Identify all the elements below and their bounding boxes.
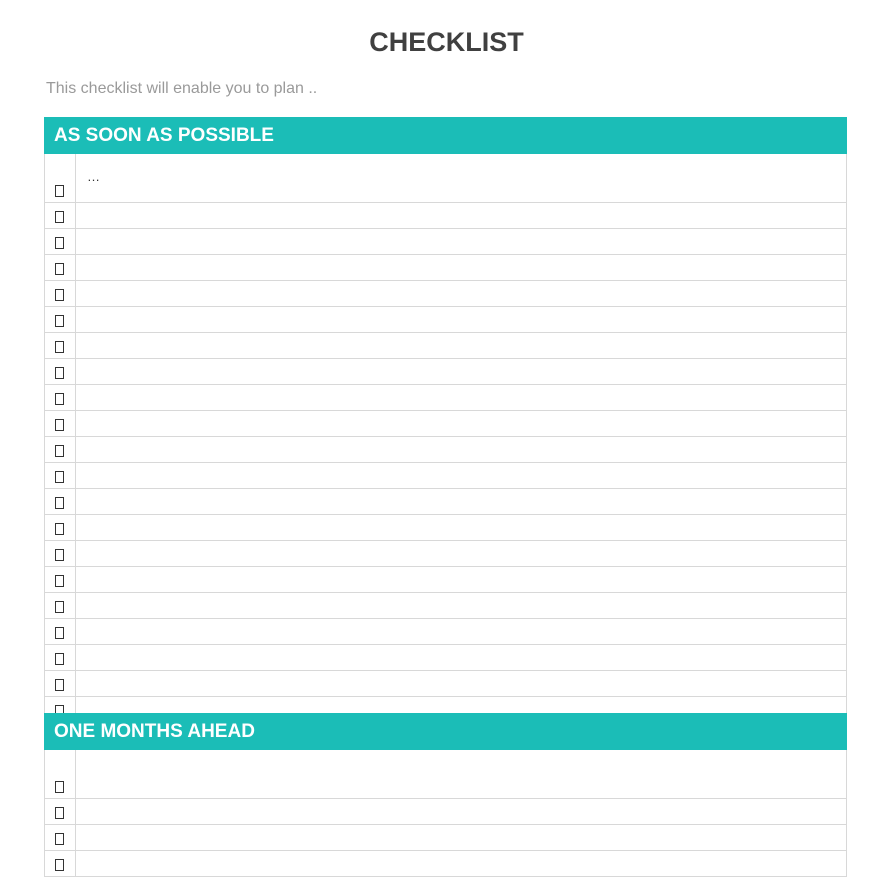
checkbox-icon[interactable] — [55, 237, 64, 249]
checklist-row — [45, 824, 846, 850]
checklist-row — [45, 384, 846, 410]
checklist-row — [45, 850, 846, 876]
checkbox-cell — [45, 281, 76, 306]
checkbox-icon[interactable] — [55, 497, 64, 509]
checklist-rows — [44, 154, 847, 723]
checklist-row — [45, 798, 846, 824]
checkbox-icon[interactable] — [55, 211, 64, 223]
page-title: CHECKLIST — [369, 27, 524, 57]
checkbox-cell — [45, 411, 76, 436]
checkbox-icon[interactable] — [55, 445, 64, 457]
checklist-row — [45, 202, 846, 228]
checklist-row — [45, 514, 846, 540]
checklist-row — [45, 592, 846, 618]
checklist-row — [45, 154, 846, 202]
checkbox-cell — [45, 154, 76, 202]
checkbox-cell — [45, 671, 76, 696]
section-heading: ONE MONTHS AHEAD — [44, 713, 847, 750]
checkbox-cell — [45, 515, 76, 540]
checkbox-icon[interactable] — [55, 601, 64, 613]
item-text-field[interactable] — [76, 489, 846, 514]
checkbox-icon[interactable] — [55, 471, 64, 483]
section-one-months-ahead — [44, 713, 847, 877]
item-text-field[interactable] — [76, 645, 846, 670]
checkbox-cell — [45, 541, 76, 566]
checklist-row — [45, 750, 846, 798]
checklist-row — [45, 228, 846, 254]
checkbox-icon[interactable] — [55, 419, 64, 431]
item-text-field[interactable] — [76, 825, 846, 850]
item-text-field[interactable] — [76, 851, 846, 876]
checklist-row — [45, 462, 846, 488]
checklist-row — [45, 566, 846, 592]
checklist-row — [45, 436, 846, 462]
checkbox-cell — [45, 567, 76, 592]
item-text-field[interactable] — [76, 750, 846, 798]
checkbox-cell — [45, 851, 76, 876]
checklist-row — [45, 358, 846, 384]
item-text-field[interactable] — [76, 515, 846, 540]
item-text-field[interactable] — [76, 799, 846, 824]
item-text-field[interactable] — [76, 593, 846, 618]
item-text-field[interactable] — [76, 307, 846, 332]
checkbox-icon[interactable] — [55, 627, 64, 639]
item-text-field[interactable] — [76, 671, 846, 696]
checkbox-cell — [45, 619, 76, 644]
checkbox-icon[interactable] — [55, 523, 64, 535]
item-text-field[interactable] — [76, 619, 846, 644]
checkbox-icon[interactable] — [55, 859, 64, 871]
item-text-field[interactable] — [76, 385, 846, 410]
checkbox-icon[interactable] — [55, 575, 64, 587]
checklist-row — [45, 410, 846, 436]
checklist-row — [45, 540, 846, 566]
checkbox-cell — [45, 463, 76, 488]
checklist-row — [45, 670, 846, 696]
checkbox-icon[interactable] — [55, 341, 64, 353]
checkbox-icon[interactable] — [55, 833, 64, 845]
checkbox-icon[interactable] — [55, 393, 64, 405]
item-text-field[interactable] — [76, 229, 846, 254]
checklist-row — [45, 332, 846, 358]
checkbox-cell — [45, 359, 76, 384]
item-text: … — [87, 169, 100, 184]
checkbox-cell — [45, 645, 76, 670]
item-text-field[interactable] — [76, 154, 846, 202]
item-text-field[interactable] — [76, 281, 846, 306]
item-text-field[interactable] — [76, 463, 846, 488]
checkbox-cell — [45, 825, 76, 850]
checkbox-icon[interactable] — [55, 549, 64, 561]
checkbox-icon[interactable] — [55, 679, 64, 691]
item-text-field[interactable] — [76, 567, 846, 592]
item-text-field[interactable] — [76, 255, 846, 280]
checklist-row — [45, 618, 846, 644]
checkbox-cell — [45, 307, 76, 332]
item-text-field[interactable] — [76, 333, 846, 358]
checkbox-icon[interactable] — [55, 781, 64, 793]
item-text-field[interactable] — [76, 203, 846, 228]
checkbox-icon[interactable] — [55, 367, 64, 379]
checkbox-cell — [45, 750, 76, 798]
checkbox-icon[interactable] — [55, 185, 64, 197]
item-text-field[interactable] — [76, 437, 846, 462]
checklist-row — [45, 280, 846, 306]
checklist-row — [45, 488, 846, 514]
checkbox-cell — [45, 489, 76, 514]
item-text-field[interactable] — [76, 541, 846, 566]
checklist-row — [45, 644, 846, 670]
checkbox-cell — [45, 255, 76, 280]
checkbox-cell — [45, 203, 76, 228]
item-text-field[interactable] — [76, 359, 846, 384]
checklist-row — [45, 254, 846, 280]
checkbox-icon[interactable] — [55, 315, 64, 327]
checkbox-icon[interactable] — [55, 289, 64, 301]
checkbox-icon[interactable] — [55, 263, 64, 275]
section-heading: AS SOON AS POSSIBLE — [44, 117, 847, 154]
page-subtitle: This checklist will enable you to plan .. — [46, 80, 318, 97]
checklist-rows — [44, 750, 847, 877]
checkbox-cell — [45, 333, 76, 358]
checkbox-cell — [45, 385, 76, 410]
checklist-row — [45, 306, 846, 332]
section-as-soon-as-possible — [44, 117, 847, 723]
checkbox-cell — [45, 799, 76, 824]
item-text-field[interactable] — [76, 411, 846, 436]
checkbox-cell — [45, 593, 76, 618]
checkbox-cell — [45, 229, 76, 254]
checkbox-cell — [45, 437, 76, 462]
checkbox-icon[interactable] — [55, 653, 64, 665]
checkbox-icon[interactable] — [55, 807, 64, 819]
